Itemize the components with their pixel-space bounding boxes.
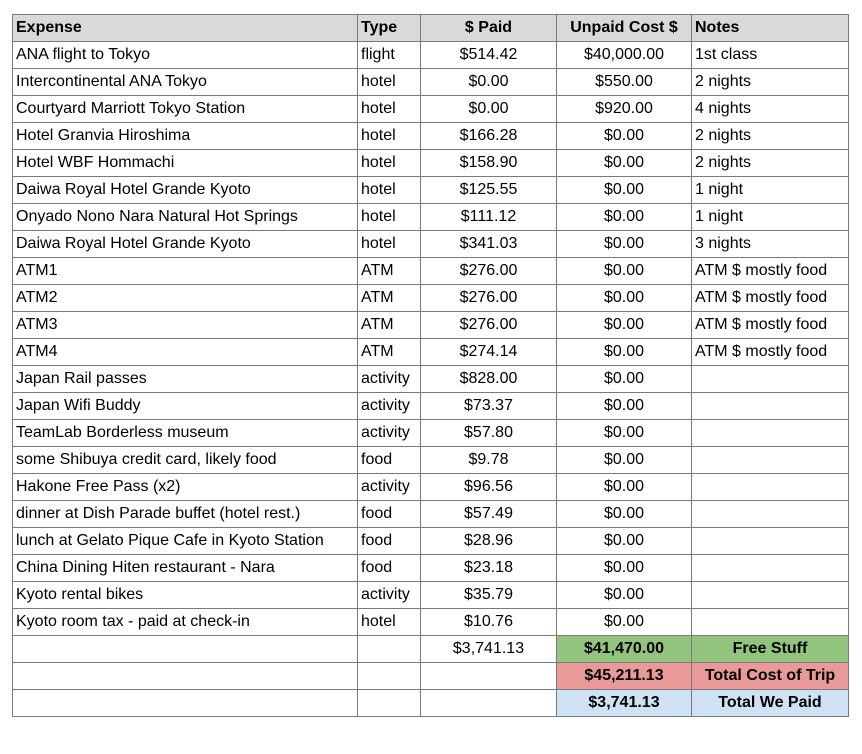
expense-row (13, 447, 849, 474)
notes-cell[interactable]: 1 night (692, 177, 849, 204)
expense-cell[interactable]: Hotel Granvia Hiroshima (13, 123, 358, 150)
paid-cell[interactable]: $166.28 (421, 123, 557, 150)
type-cell[interactable]: food (358, 528, 421, 555)
expense-row (13, 150, 849, 177)
unpaid-cell[interactable]: $0.00 (557, 447, 692, 474)
paid-cell[interactable]: $158.90 (421, 150, 557, 177)
notes-cell[interactable]: 2 nights (692, 69, 849, 96)
expense-row (13, 555, 849, 582)
expense-row (13, 69, 849, 96)
expense-cell[interactable]: Onyado Nono Nara Natural Hot Springs (13, 204, 358, 231)
unpaid-cell[interactable]: $0.00 (557, 609, 692, 636)
unpaid-cell[interactable]: $0.00 (557, 420, 692, 447)
unpaid-cell[interactable]: $0.00 (557, 555, 692, 582)
header-expense[interactable]: Expense (13, 15, 358, 42)
paid-cell[interactable]: $341.03 (421, 231, 557, 258)
type-cell[interactable]: food (358, 501, 421, 528)
notes-cell[interactable] (692, 501, 849, 528)
paid-cell[interactable]: $0.00 (421, 96, 557, 123)
expense-cell[interactable]: Intercontinental ANA Tokyo (13, 69, 358, 96)
expense-cell[interactable]: Kyoto rental bikes (13, 582, 358, 609)
notes-cell[interactable]: ATM $ mostly food (692, 312, 849, 339)
type-cell[interactable]: hotel (358, 69, 421, 96)
type-cell[interactable]: hotel (358, 123, 421, 150)
expense-row (13, 366, 849, 393)
expense-row (13, 501, 849, 528)
free-stuff-label[interactable]: Free Stuff (692, 636, 849, 663)
expense-row (13, 204, 849, 231)
total-we-paid-value[interactable]: $3,741.13 (557, 690, 692, 717)
type-cell[interactable]: activity (358, 420, 421, 447)
summary-row-total (13, 663, 849, 690)
paid-cell[interactable]: $96.56 (421, 474, 557, 501)
expense-cell[interactable]: Daiwa Royal Hotel Grande Kyoto (13, 177, 358, 204)
paid-cell[interactable]: $10.76 (421, 609, 557, 636)
header-row (13, 15, 849, 42)
unpaid-cell[interactable]: $0.00 (557, 285, 692, 312)
expense-row (13, 231, 849, 258)
expense-cell[interactable]: Hakone Free Pass (x2) (13, 474, 358, 501)
unpaid-cell[interactable]: $0.00 (557, 231, 692, 258)
expense-row (13, 285, 849, 312)
expense-cell[interactable]: Japan Wifi Buddy (13, 393, 358, 420)
unpaid-cell[interactable]: $0.00 (557, 366, 692, 393)
unpaid-cell[interactable]: $0.00 (557, 150, 692, 177)
type-cell[interactable]: food (358, 555, 421, 582)
paid-cell[interactable]: $28.96 (421, 528, 557, 555)
notes-cell[interactable]: ATM $ mostly food (692, 258, 849, 285)
header-paid[interactable]: $ Paid (421, 15, 557, 42)
summary-cell[interactable] (13, 690, 358, 717)
expense-cell[interactable]: lunch at Gelato Pique Cafe in Kyoto Station (13, 528, 358, 555)
type-cell[interactable]: ATM (358, 339, 421, 366)
type-cell[interactable]: activity (358, 582, 421, 609)
unpaid-cell[interactable]: $0.00 (557, 123, 692, 150)
total-cost-label[interactable]: Total Cost of Trip (692, 663, 849, 690)
unpaid-cell[interactable]: $0.00 (557, 258, 692, 285)
expense-row (13, 609, 849, 636)
expense-cell[interactable]: ATM4 (13, 339, 358, 366)
expense-cell[interactable]: some Shibuya credit card, likely food (13, 447, 358, 474)
expense-row (13, 339, 849, 366)
type-cell[interactable]: hotel (358, 231, 421, 258)
expense-cell[interactable]: China Dining Hiten restaurant - Nara (13, 555, 358, 582)
notes-cell[interactable]: 1st class (692, 42, 849, 69)
paid-cell[interactable]: $111.12 (421, 204, 557, 231)
type-cell[interactable]: hotel (358, 177, 421, 204)
expense-cell[interactable]: Kyoto room tax - paid at check-in (13, 609, 358, 636)
unpaid-cell[interactable]: $40,000.00 (557, 42, 692, 69)
notes-cell[interactable] (692, 420, 849, 447)
summary-cell[interactable] (358, 636, 421, 663)
expense-cell[interactable]: ANA flight to Tokyo (13, 42, 358, 69)
paid-cell[interactable]: $9.78 (421, 447, 557, 474)
unpaid-cell[interactable]: $0.00 (557, 528, 692, 555)
unpaid-cell[interactable]: $550.00 (557, 69, 692, 96)
expense-row (13, 123, 849, 150)
notes-cell[interactable]: 4 nights (692, 96, 849, 123)
expense-cell[interactable]: Daiwa Royal Hotel Grande Kyoto (13, 231, 358, 258)
paid-cell[interactable]: $828.00 (421, 366, 557, 393)
notes-cell[interactable] (692, 393, 849, 420)
expense-spreadsheet (12, 14, 849, 717)
notes-cell[interactable]: 2 nights (692, 150, 849, 177)
type-cell[interactable]: hotel (358, 609, 421, 636)
paid-cell[interactable]: $125.55 (421, 177, 557, 204)
expense-row (13, 393, 849, 420)
expense-cell[interactable]: Courtyard Marriott Tokyo Station (13, 96, 358, 123)
paid-total-cell[interactable]: $3,741.13 (421, 636, 557, 663)
paid-cell[interactable]: $276.00 (421, 312, 557, 339)
notes-cell[interactable] (692, 609, 849, 636)
expense-cell[interactable]: ATM2 (13, 285, 358, 312)
expense-row (13, 258, 849, 285)
notes-cell[interactable]: ATM $ mostly food (692, 339, 849, 366)
expense-cell[interactable]: TeamLab Borderless museum (13, 420, 358, 447)
total-cost-value[interactable]: $45,211.13 (557, 663, 692, 690)
type-cell[interactable]: hotel (358, 96, 421, 123)
type-cell[interactable]: food (358, 447, 421, 474)
expense-row (13, 312, 849, 339)
summary-cell[interactable] (358, 690, 421, 717)
expense-cell[interactable]: ATM3 (13, 312, 358, 339)
paid-cell[interactable]: $73.37 (421, 393, 557, 420)
expense-cell[interactable]: ATM1 (13, 258, 358, 285)
notes-cell[interactable] (692, 447, 849, 474)
expense-row (13, 177, 849, 204)
unpaid-cell[interactable]: $0.00 (557, 474, 692, 501)
type-cell[interactable]: hotel (358, 150, 421, 177)
notes-cell[interactable] (692, 555, 849, 582)
expense-row (13, 42, 849, 69)
type-cell[interactable]: activity (358, 366, 421, 393)
paid-cell[interactable]: $35.79 (421, 582, 557, 609)
unpaid-cell[interactable]: $0.00 (557, 393, 692, 420)
type-cell[interactable]: ATM (358, 285, 421, 312)
summary-cell[interactable] (421, 663, 557, 690)
summary-cell[interactable] (421, 690, 557, 717)
expense-cell[interactable]: dinner at Dish Parade buffet (hotel rest.) (13, 501, 358, 528)
unpaid-cell[interactable]: $0.00 (557, 501, 692, 528)
header-unpaid[interactable]: Unpaid Cost $ (557, 15, 692, 42)
expense-cell[interactable]: Hotel WBF Hommachi (13, 150, 358, 177)
summary-cell[interactable] (13, 636, 358, 663)
notes-cell[interactable] (692, 582, 849, 609)
notes-cell[interactable] (692, 474, 849, 501)
paid-cell[interactable]: $514.42 (421, 42, 557, 69)
paid-cell[interactable]: $57.80 (421, 420, 557, 447)
notes-cell[interactable]: 1 night (692, 204, 849, 231)
header-type[interactable]: Type (358, 15, 421, 42)
expense-row (13, 582, 849, 609)
type-cell[interactable]: ATM (358, 258, 421, 285)
summary-row-free (13, 636, 849, 663)
summary-rows (13, 636, 849, 717)
notes-cell[interactable] (692, 366, 849, 393)
expense-row (13, 474, 849, 501)
total-we-paid-label[interactable]: Total We Paid (692, 690, 849, 717)
notes-cell[interactable]: 2 nights (692, 123, 849, 150)
type-cell[interactable]: ATM (358, 312, 421, 339)
summary-cell[interactable] (13, 663, 358, 690)
paid-cell[interactable]: $23.18 (421, 555, 557, 582)
paid-cell[interactable]: $0.00 (421, 69, 557, 96)
summary-cell[interactable] (358, 663, 421, 690)
notes-cell[interactable]: ATM $ mostly food (692, 285, 849, 312)
header-notes[interactable]: Notes (692, 15, 849, 42)
unpaid-cell[interactable]: $0.00 (557, 312, 692, 339)
notes-cell[interactable] (692, 528, 849, 555)
expense-cell[interactable]: Japan Rail passes (13, 366, 358, 393)
unpaid-cell[interactable]: $0.00 (557, 339, 692, 366)
paid-cell[interactable]: $276.00 (421, 285, 557, 312)
expense-row (13, 420, 849, 447)
type-cell[interactable]: hotel (358, 204, 421, 231)
expense-rows (13, 42, 849, 636)
unpaid-cell[interactable]: $0.00 (557, 582, 692, 609)
summary-row-we-paid (13, 690, 849, 717)
unpaid-cell[interactable]: $0.00 (557, 204, 692, 231)
unpaid-cell[interactable]: $920.00 (557, 96, 692, 123)
free-stuff-value[interactable]: $41,470.00 (557, 636, 692, 663)
type-cell[interactable]: activity (358, 474, 421, 501)
paid-cell[interactable]: $57.49 (421, 501, 557, 528)
type-cell[interactable]: flight (358, 42, 421, 69)
type-cell[interactable]: activity (358, 393, 421, 420)
unpaid-cell[interactable]: $0.00 (557, 177, 692, 204)
expense-row (13, 96, 849, 123)
expense-row (13, 528, 849, 555)
paid-cell[interactable]: $274.14 (421, 339, 557, 366)
paid-cell[interactable]: $276.00 (421, 258, 557, 285)
notes-cell[interactable]: 3 nights (692, 231, 849, 258)
